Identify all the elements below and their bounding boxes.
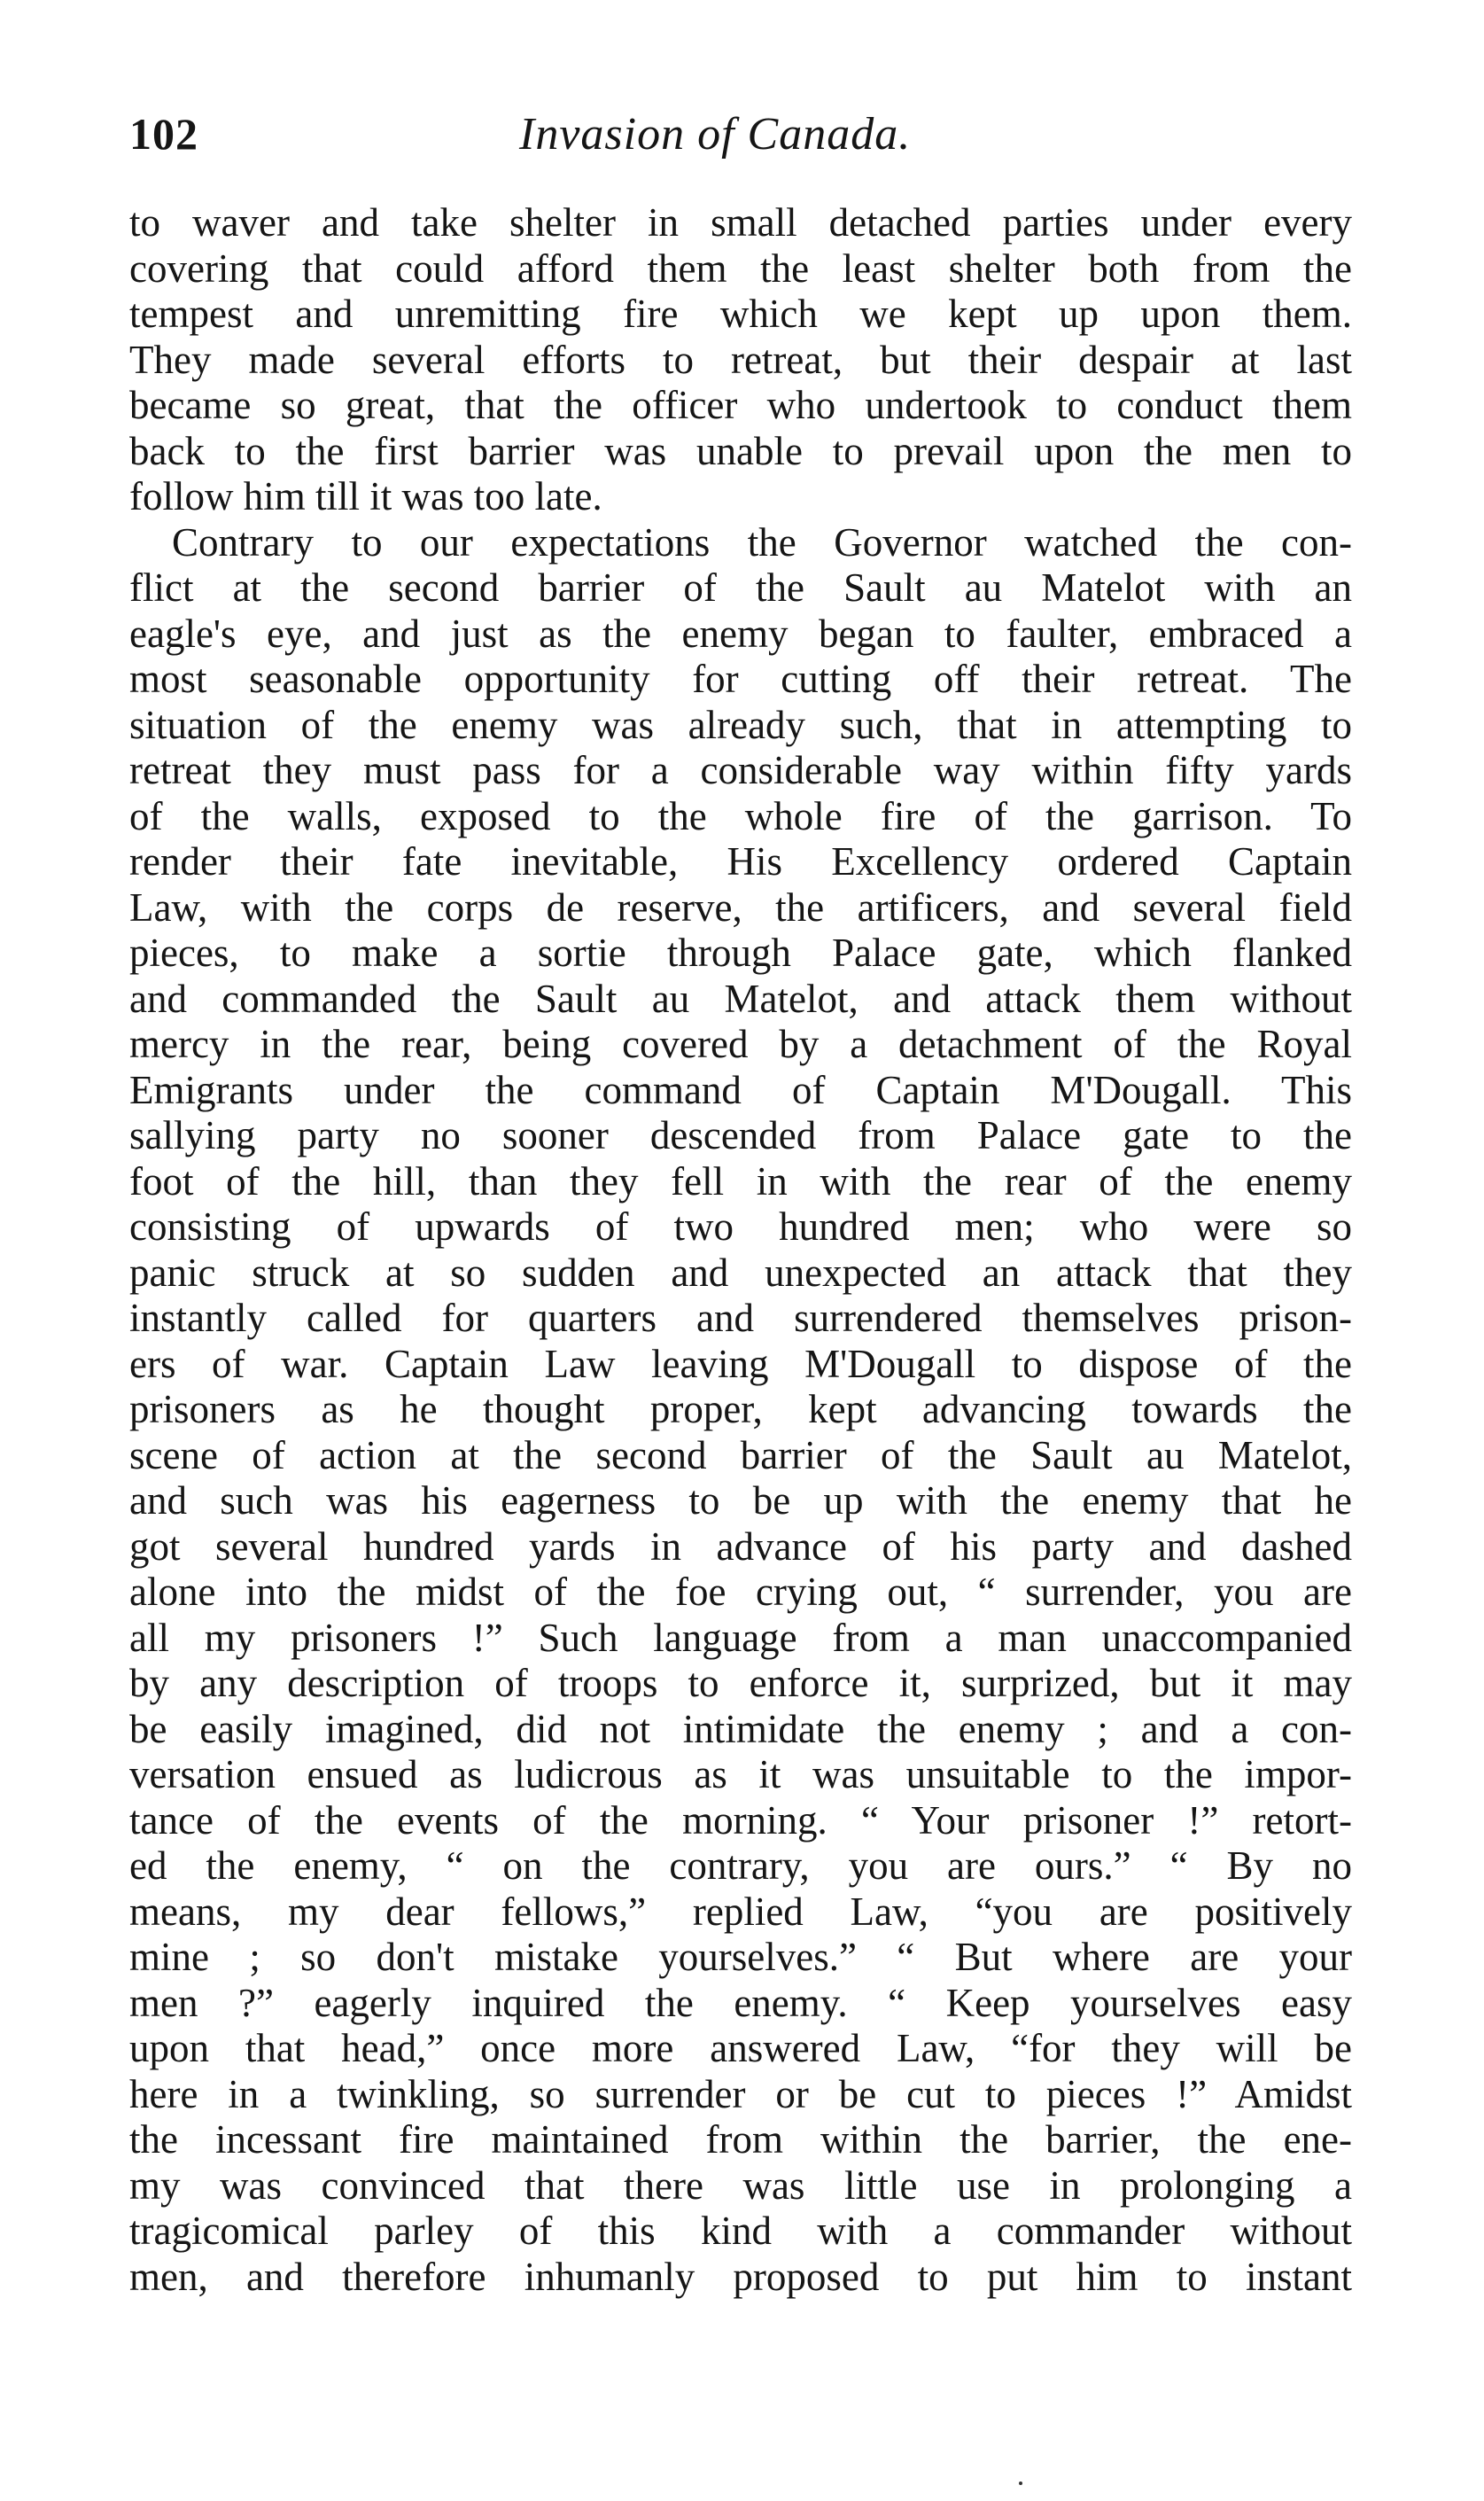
text-line: Emigrants under the command of Captain M'Dougall. This [129, 1067, 1352, 1112]
text-line: foot of the hill, than they fell in with the rear of the enemy [129, 1158, 1352, 1204]
text-line: consisting of upwards of two hundred men; who were so [129, 1204, 1352, 1249]
text-line: situation of the enemy was already such, that in attempting to [129, 702, 1352, 747]
text-line: to waver and take shelter in small detached parties under every [129, 200, 1352, 245]
text-line: retreat they must pass for a considerable way within fifty yards [129, 748, 1352, 792]
text-line: ers of war. Captain Law leaving M'Dougall to dispose of the [129, 1341, 1352, 1386]
text-line: Contrary to our expectations the Governor watched the con- [172, 519, 1352, 565]
text-line: panic struck at so sudden and unexpected an attack that they [129, 1250, 1352, 1295]
text-line: follow him till it was too late. [129, 474, 602, 518]
text-line: tance of the events of the morning. “ Your prisoner !” retort- [129, 1797, 1352, 1843]
text-line: became so great, that the officer who undertook to conduct them [129, 383, 1352, 427]
text-line: most seasonable opportunity for cutting off their retreat. The [129, 657, 1352, 701]
text-line: covering that could afford them the least shelter both from the [129, 245, 1352, 291]
text-line: eagle's eye, and just as the enemy began to faulter, embraced a [129, 611, 1352, 656]
text-line: men ?” eagerly inquired the enemy. “ Keep yourselves easy [129, 1980, 1352, 2025]
text-line: be easily imagined, did not intimidate the enemy ; and a con- [129, 1706, 1352, 1751]
text-line: alone into the midst of the foe crying out, “ surrender, you are [129, 1570, 1352, 1614]
text-line: sallying party no sooner descended from Palace gate to the [129, 1113, 1352, 1157]
page-number: 102 [129, 109, 198, 159]
text-line: flict at the second barrier of the Sault au Matelot with an [129, 565, 1352, 610]
text-line: scene of action at the second barrier of the Sault au Matelot, [129, 1432, 1352, 1477]
text-line: prisoners as he thought proper, kept advancing towards the [129, 1387, 1352, 1431]
text-line: tempest and unremitting fire which we kept up upon them. [129, 292, 1352, 336]
text-line: men, and therefore inhumanly proposed to put him to instant [129, 2254, 1352, 2299]
text-line: tragicomical parley of this kind with a commander without [129, 2209, 1352, 2253]
text-line: pieces, to make a sortie through Palace gate, which flanked [129, 931, 1352, 975]
text-line: back to the first barrier was unable to prevail upon the men to [129, 428, 1352, 473]
page-header [129, 109, 1352, 183]
text-line: and commanded the Sault au Matelot, and attack them without [129, 976, 1352, 1021]
text-line: the incessant fire maintained from within the barrier, the ene- [129, 2117, 1352, 2162]
ink-speck [1019, 2482, 1022, 2485]
text-line: versation ensued as ludicrous as it was unsuitable to the impor- [129, 1752, 1352, 1796]
text-line: of the walls, exposed to the whole fire of the garrison. To [129, 793, 1352, 838]
text-line: here in a twinkling, so surrender or be cut to pieces !” Amidst [129, 2071, 1352, 2116]
text-line: means, my dear fellows,” replied Law, “you are positively [129, 1889, 1352, 1934]
text-line: instantly called for quarters and surrendered themselves prison- [129, 1296, 1352, 1340]
text-line: mercy in the rear, being covered by a detachment of the Royal [129, 1022, 1352, 1066]
text-line: my was convinced that there was little use in prolonging a [129, 2162, 1352, 2208]
text-line: got several hundred yards in advance of his party and dashed [129, 1523, 1352, 1569]
text-line: They made several efforts to retreat, but their despair at last [129, 337, 1352, 382]
running-title: Invasion of Canada. [519, 109, 912, 160]
text-line: mine ; so don't mistake yourselves.” “ But where are your [129, 1935, 1352, 1979]
text-line: render their fate inevitable, His Excellency ordered Captain [129, 839, 1352, 884]
text-line: Law, with the corps de reserve, the artificers, and several field [129, 884, 1352, 930]
text-line: and such was his eagerness to be up with the enemy that he [129, 1478, 1352, 1523]
text-line: all my prisoners !” Such language from a man unaccompanied [129, 1615, 1352, 1660]
text-line: by any description of troops to enforce it, surprized, but it may [129, 1661, 1352, 1705]
text-line: ed the enemy, “ on the contrary, you are ours.” “ By no [129, 1843, 1352, 1888]
body-text [129, 200, 1352, 2300]
text-line: upon that head,” once more answered Law, “for they will be [129, 2026, 1352, 2070]
